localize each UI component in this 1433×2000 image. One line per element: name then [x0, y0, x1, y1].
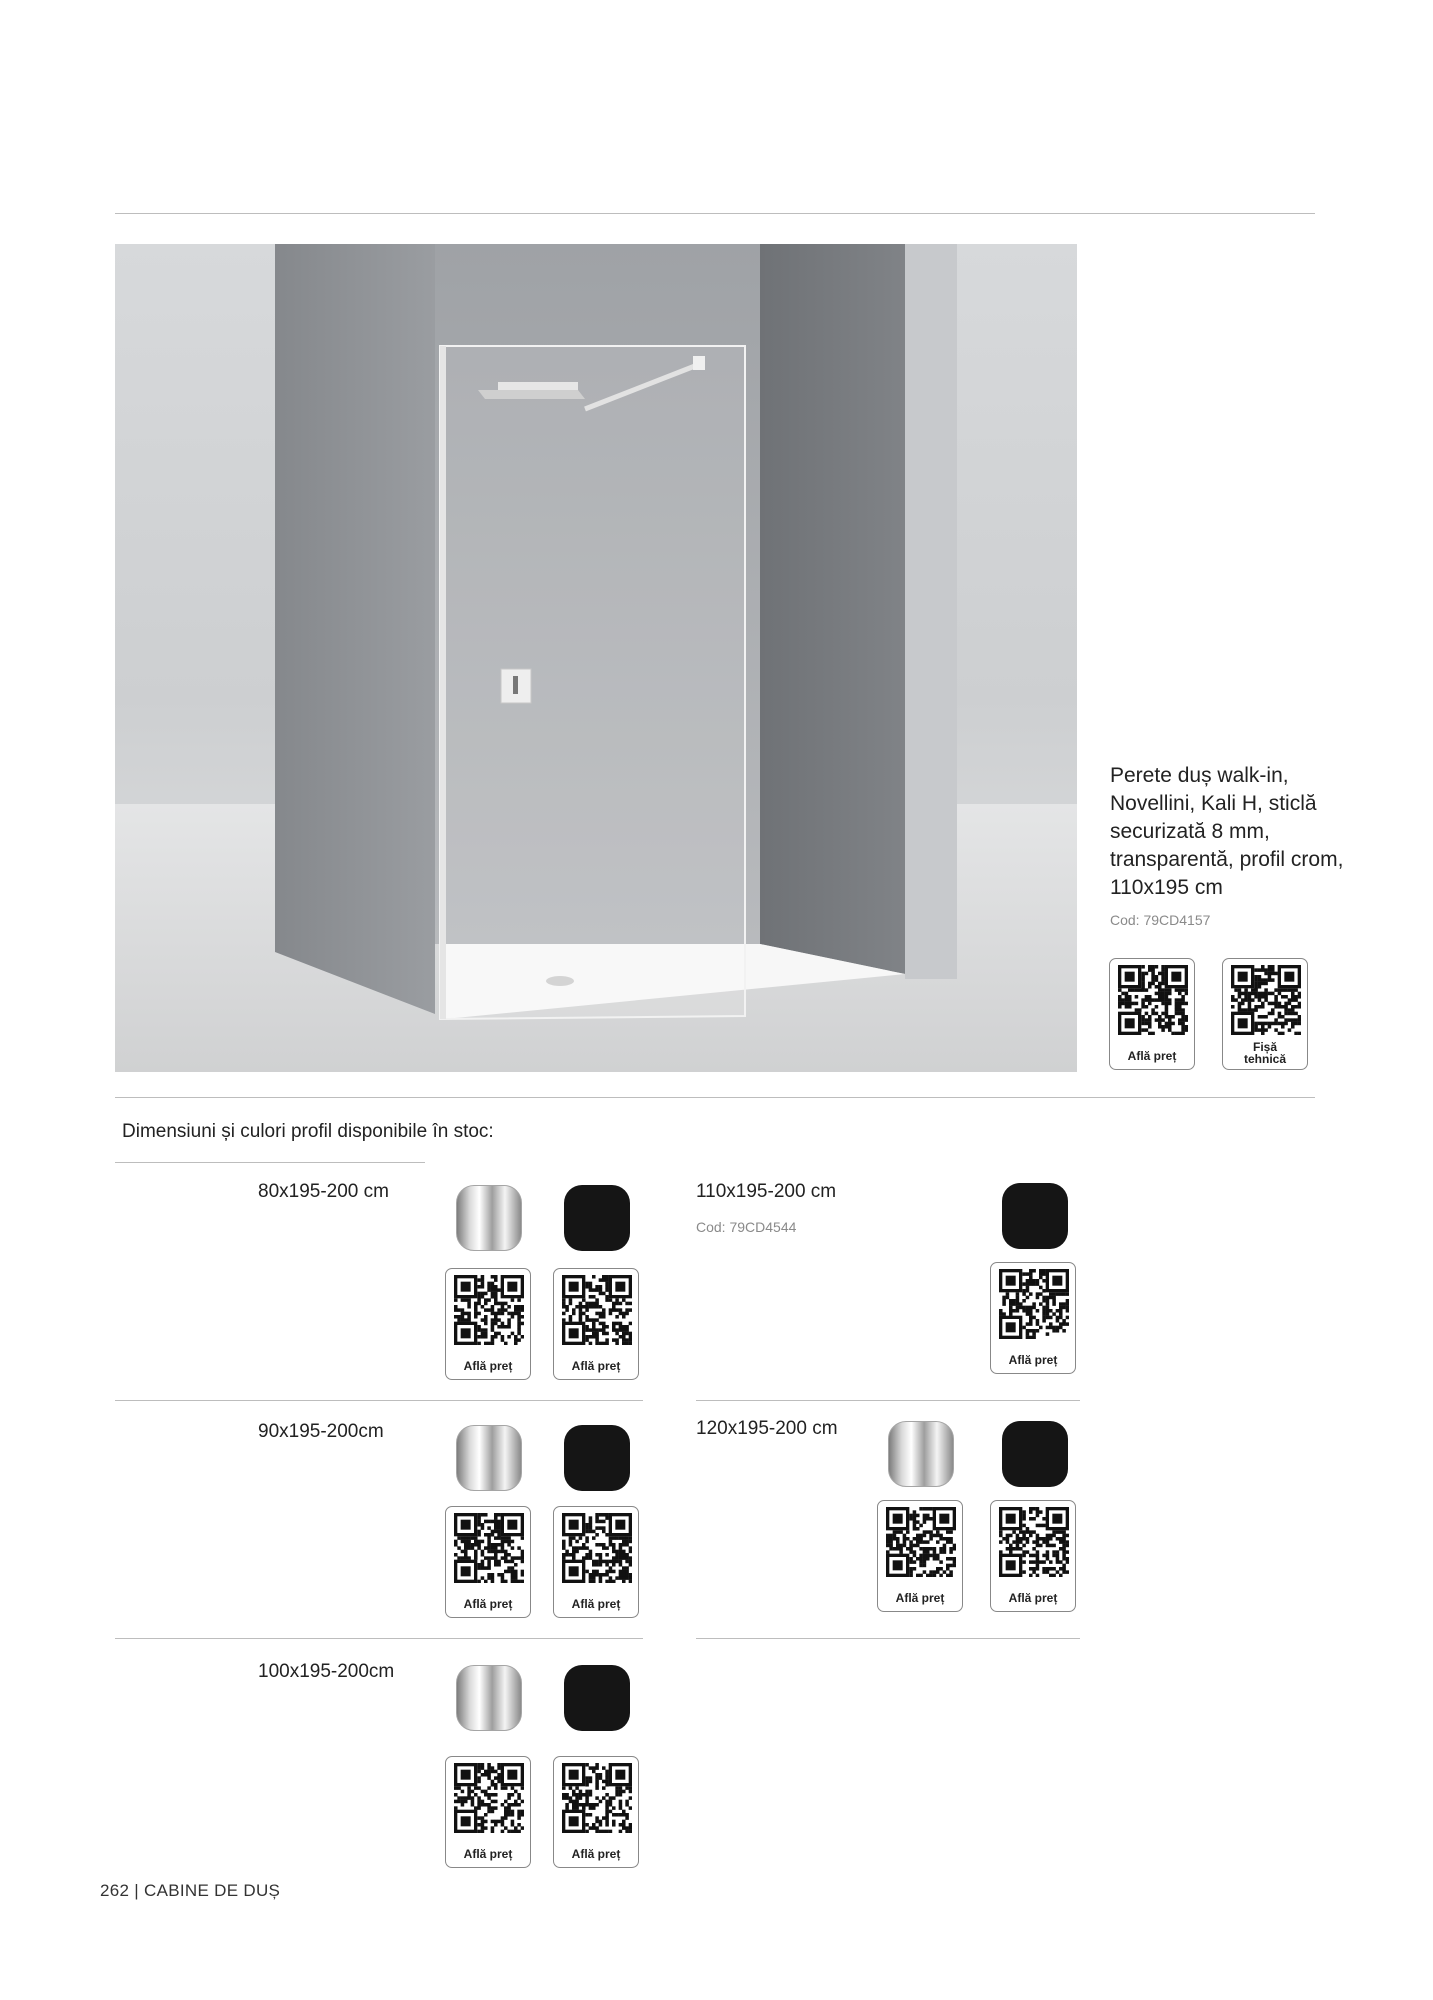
variant-110-label: 110x195-200 cm	[696, 1181, 837, 1202]
qr-code-icon	[454, 1513, 524, 1583]
variant-80-chrome-swatch	[456, 1185, 522, 1251]
qr-button-label: Află preț	[463, 1847, 513, 1861]
page-footer: 262 | CABINE DE DUȘ	[100, 1881, 281, 1900]
variant-120-black-swatch	[1002, 1421, 1068, 1487]
product-photo	[115, 244, 1077, 1072]
top-divider	[115, 213, 1315, 214]
product-price-qr-card[interactable]	[1109, 958, 1195, 1070]
section-heading: Dimensiuni și culori profil disponibile în stoc:	[122, 1121, 494, 1142]
variant-90-chrome-qr-card[interactable]	[445, 1506, 531, 1618]
variant-120-chrome-qr-card[interactable]	[877, 1500, 963, 1612]
heading-underline	[115, 1162, 425, 1163]
variant-90-label: 90x195-200cm	[258, 1421, 384, 1442]
qr-code-icon	[454, 1275, 524, 1345]
qr-code-icon	[1118, 965, 1188, 1035]
product-code: Cod: 79CD4157	[1110, 912, 1211, 928]
variant-90-chrome-swatch	[456, 1425, 522, 1491]
variant-divider	[696, 1400, 1080, 1401]
variant-divider	[696, 1638, 1080, 1639]
variant-80-black-qr-card[interactable]	[553, 1268, 639, 1380]
variant-110-black-swatch	[1002, 1183, 1068, 1249]
variant-100-chrome-qr-card[interactable]	[445, 1756, 531, 1868]
qr-code-icon	[886, 1507, 956, 1577]
qr-button-label: Află preț	[571, 1597, 621, 1611]
variant-100-black-swatch	[564, 1665, 630, 1731]
qr-code-icon	[562, 1513, 632, 1583]
qr-code-icon	[1231, 965, 1301, 1035]
variant-90-black-qr-card[interactable]	[553, 1506, 639, 1618]
qr-code-icon	[999, 1507, 1069, 1577]
variant-80-black-swatch	[564, 1185, 630, 1251]
variant-90-black-swatch	[564, 1425, 630, 1491]
qr-button-label: Află preț	[895, 1591, 945, 1605]
variant-100-label: 100x195-200cm	[258, 1661, 395, 1682]
variant-120-black-qr-card[interactable]	[990, 1500, 1076, 1612]
qr-price-label: Află preț	[1127, 1049, 1177, 1063]
qr-button-label: Află preț	[463, 1597, 513, 1611]
qr-tech-label: Fișă tehnică	[1243, 1040, 1286, 1066]
variant-120-label: 120x195-200 cm	[696, 1418, 838, 1439]
qr-code-icon	[454, 1763, 524, 1833]
qr-button-label: Află preț	[1008, 1591, 1058, 1605]
qr-button-label: Află preț	[571, 1359, 621, 1373]
qr-code-icon	[562, 1763, 632, 1833]
qr-code-icon	[999, 1269, 1069, 1339]
qr-button-label: Află preț	[1008, 1353, 1058, 1367]
qr-code-icon	[562, 1275, 632, 1345]
variant-80-label: 80x195-200 cm	[258, 1181, 389, 1202]
product-tech-sheet-qr-card[interactable]	[1222, 958, 1308, 1070]
variant-100-chrome-swatch	[456, 1665, 522, 1731]
qr-button-label: Află preț	[463, 1359, 513, 1373]
variant-divider	[115, 1638, 643, 1639]
section-divider	[115, 1097, 1315, 1098]
variant-divider	[115, 1400, 643, 1401]
product-title: Perete duș walk-in, Novellini, Kali H, sticlă securizată 8 mm, transparentă, profil crom, 110x195 cm	[1110, 764, 1344, 899]
variant-100-black-qr-card[interactable]	[553, 1756, 639, 1868]
variant-120-chrome-swatch	[888, 1421, 954, 1487]
variant-110-code: Cod: 79CD4544	[696, 1219, 797, 1235]
qr-button-label: Află preț	[571, 1847, 621, 1861]
variant-80-chrome-qr-card[interactable]	[445, 1268, 531, 1380]
variant-110-black-qr-card[interactable]	[990, 1262, 1076, 1374]
